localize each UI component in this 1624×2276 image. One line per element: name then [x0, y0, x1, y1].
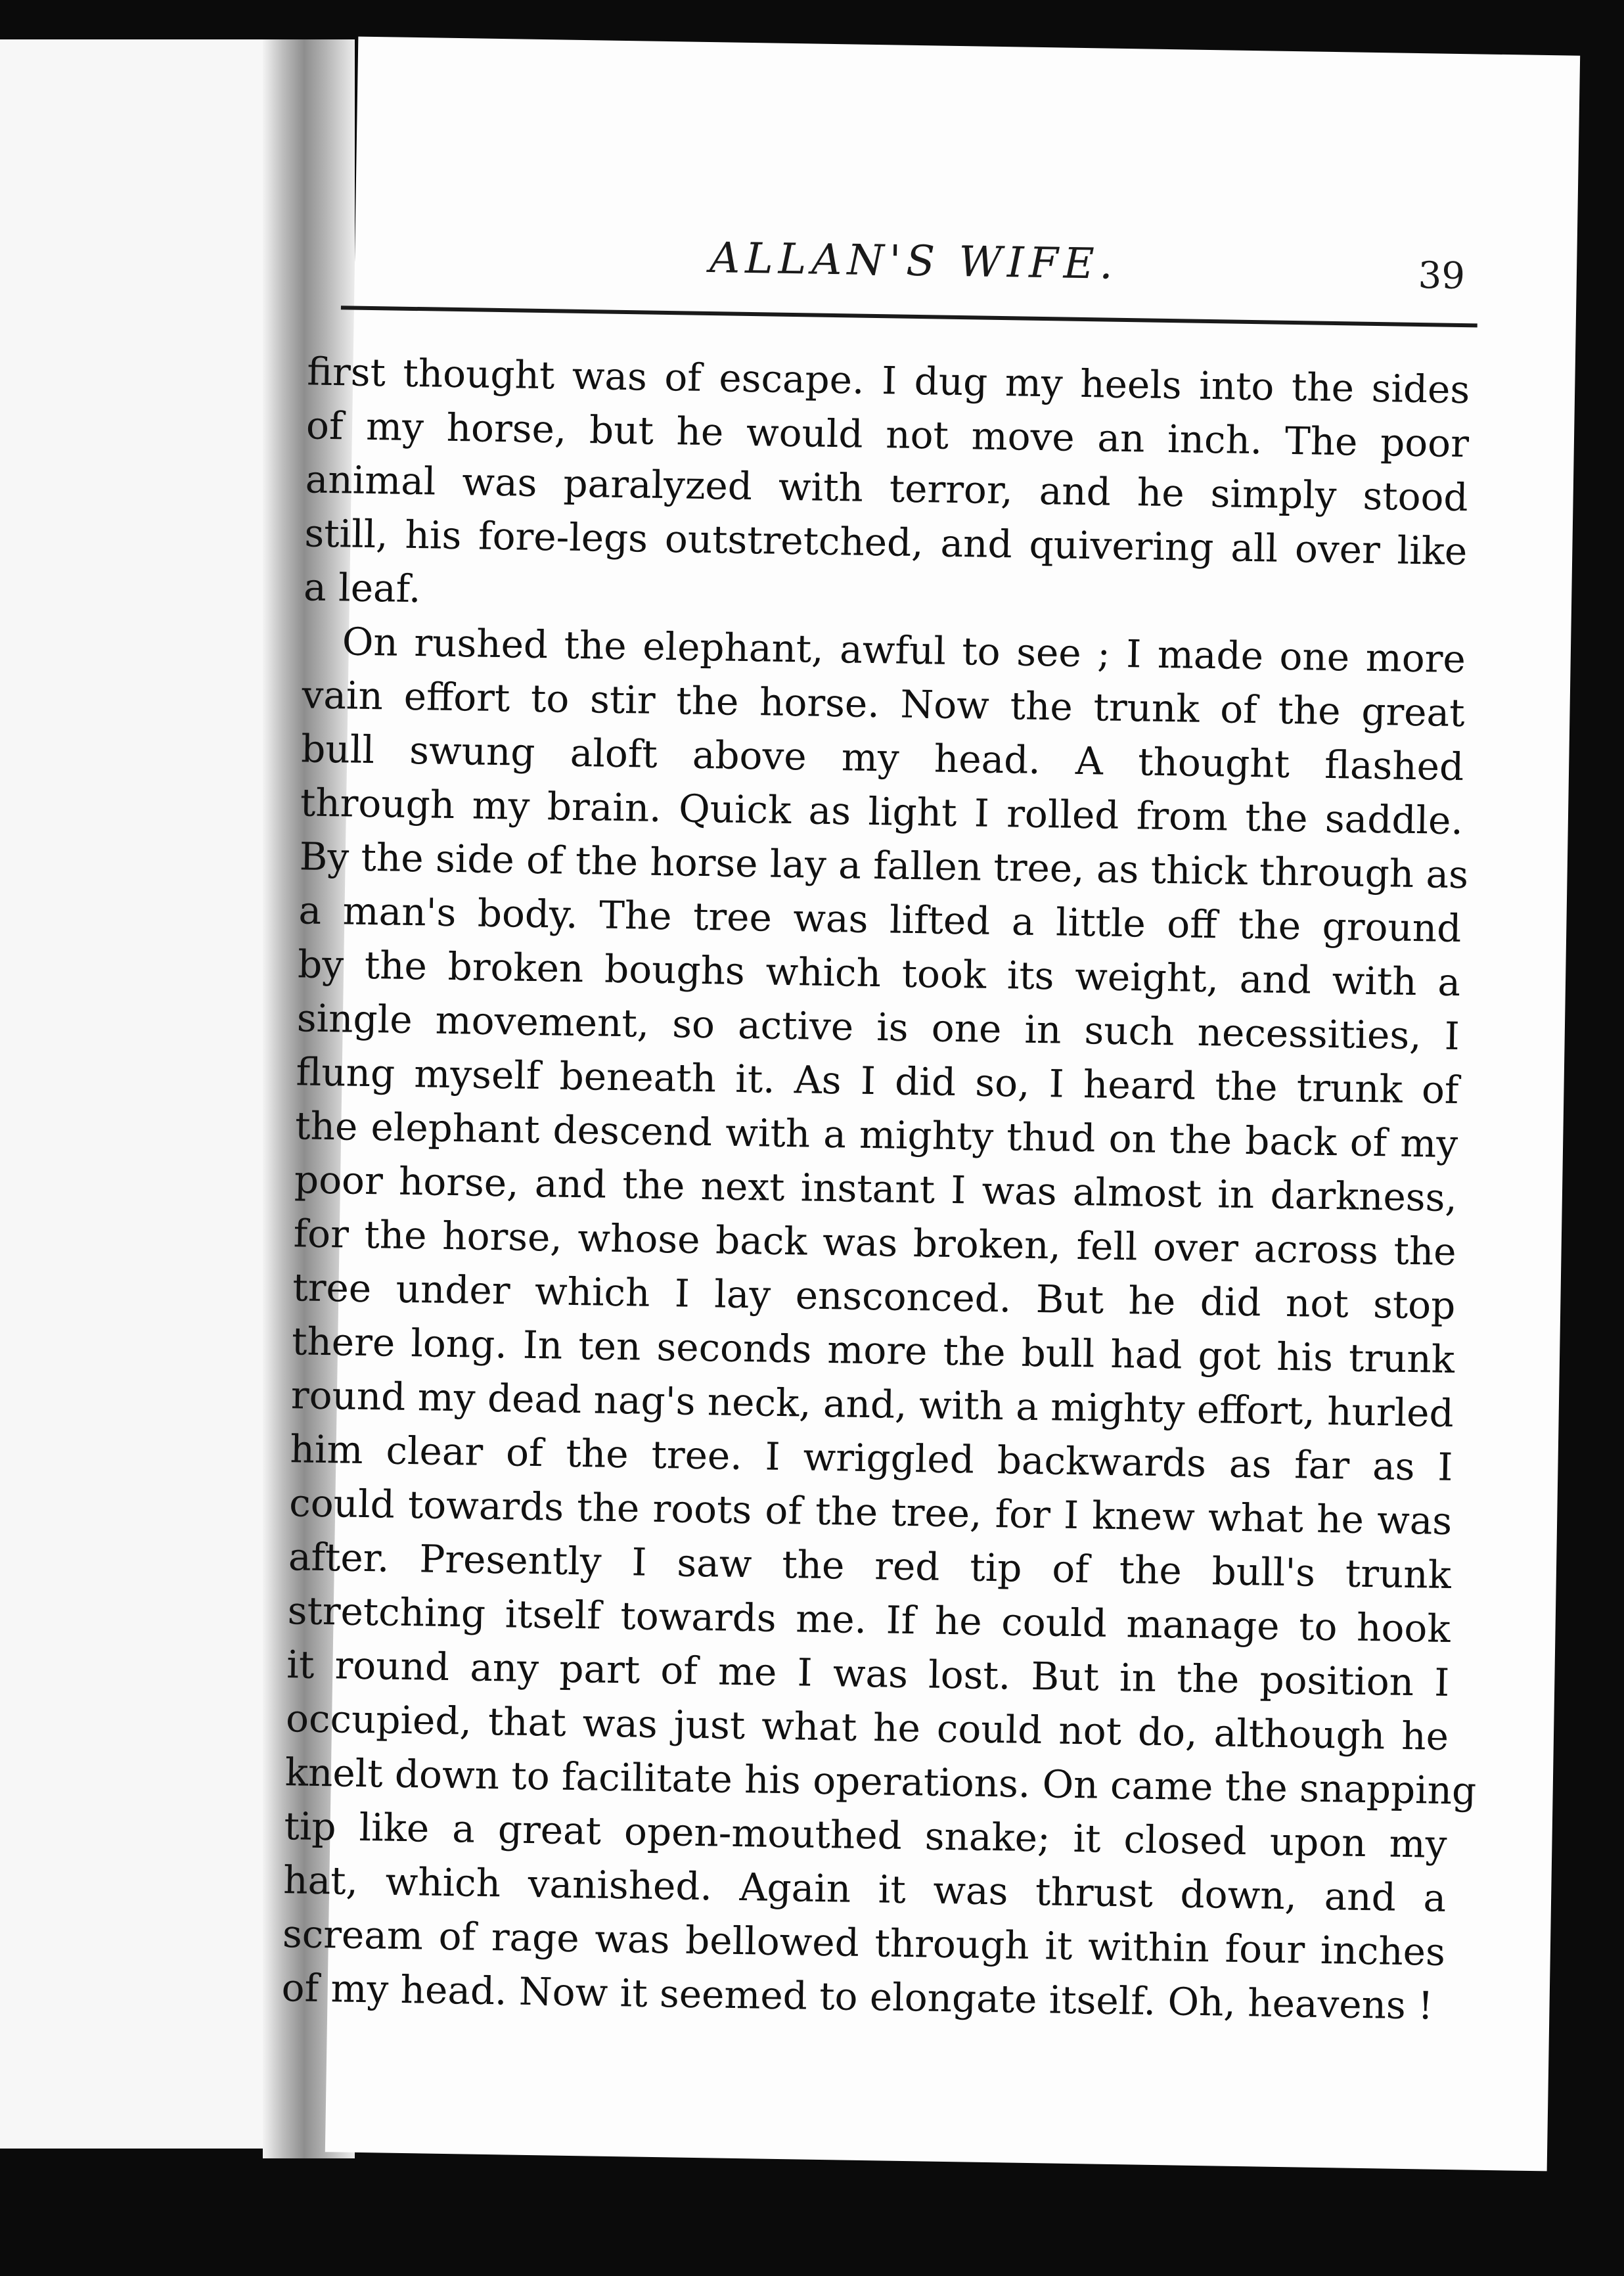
paragraph	[304, 344, 1470, 632]
text-line: On rushed the elephant, awful to see ; I made one more	[342, 619, 1466, 682]
text-line: bull swung aloft above my head. A thought flashed	[300, 726, 1464, 790]
text-line: could towards the roots of the tree, for I knew what he was	[288, 1480, 1453, 1544]
text-line: hat, which vanished. Again it was thrust down, and a	[282, 1857, 1447, 1921]
text-line: through my brain. Quick as light I rolled from the saddle.	[300, 780, 1464, 844]
text-line: it round any part of me I was lost. But in the position I	[286, 1642, 1450, 1705]
text-line: of my horse, but he would not move an inch. The poor	[305, 403, 1470, 467]
text-line: for the horse, whose back was broken, fell over across the	[293, 1211, 1457, 1275]
text-line: scream of rage was bellowed through it within four inches	[282, 1911, 1446, 1974]
facing-page	[0, 39, 282, 2149]
book-page	[281, 37, 1580, 2172]
text-line: single movement, so active is one in such necessities, I	[296, 995, 1460, 1059]
text-line: tree under which I lay ensconced. But he did not stop	[292, 1265, 1456, 1329]
text-line: by the broken boughs which took its weight, and with a	[297, 942, 1461, 1005]
text-line: first thought was of escape. I dug my heels into the sides	[306, 349, 1470, 413]
text-line: tip like a great open-mouthed snake; it closed upon my	[284, 1804, 1447, 1867]
text-line: of my head. Now it seemed to elongate itself. Oh, heavens !	[281, 1965, 1434, 2028]
text-line: there long. In ten seconds more the bull had got his trunk	[291, 1319, 1455, 1382]
running-title: ALLAN'S WIFE.	[709, 234, 1119, 289]
text-line: him clear of the tree. I wriggled backwards as far as I	[290, 1426, 1453, 1490]
text-line: still, his fore-legs outstretched, and quivering all over like	[304, 511, 1468, 574]
body-text	[281, 344, 1477, 2032]
text-line: occupied, that was just what he could not do, although he	[285, 1696, 1449, 1759]
text-line: round my dead nag's neck, and, with a mighty effort, hurled	[290, 1373, 1455, 1436]
paragraph	[281, 614, 1477, 2033]
text-line: a man's body. The tree was lifted a little off the ground	[298, 888, 1462, 951]
text-line: animal was paralyzed with terror, and he simply stood	[305, 457, 1469, 520]
text-line: vain effort to stir the horse. Now the trunk of the great	[302, 672, 1465, 736]
text-line: flung myself beneath it. As I did so, I heard the trunk of	[296, 1049, 1459, 1113]
text-line: knelt down to facilitate his operations. On came the snapping	[284, 1750, 1477, 1813]
page-number: 39	[1418, 254, 1466, 298]
text-line: the elephant descend with a mighty thud on the back of my	[294, 1103, 1458, 1167]
text-line: stretching itself towards me. If he could manage to hook	[287, 1588, 1451, 1651]
text-line: a leaf.	[303, 564, 422, 612]
text-line: By the side of the horse lay a fallen tree, as thick through as	[299, 834, 1469, 898]
text-line: poor horse, and the next instant I was almost in darkness,	[294, 1157, 1458, 1221]
text-line: after. Presently I saw the red tip of the bull's trunk	[288, 1534, 1452, 1598]
